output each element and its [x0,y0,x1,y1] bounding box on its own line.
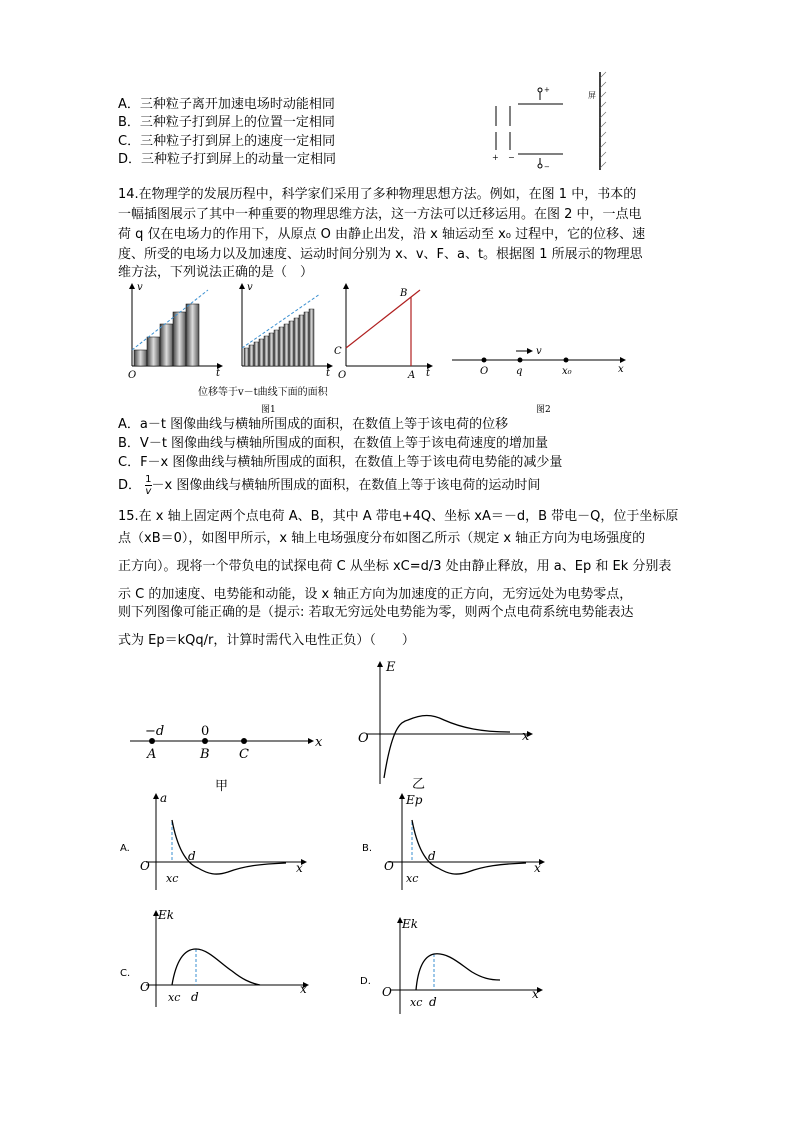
svg-text:O: O [382,985,392,999]
q15-figure-yi [352,658,542,793]
svg-text:t: t [216,368,221,379]
svg-text:xc: xc [168,991,181,1004]
q15-line-1: 15.在 x 轴上固定两个点电荷 A、B，其中 A 带电+4Q、坐标 xA＝－d，B 带电－Q，位于坐标原 [118,509,679,524]
svg-text:O: O [358,731,369,746]
svg-text:O: O [140,859,150,873]
q14-option-d[interactable]: D． $\frac{1}{v}$ －x 图像曲线与横轴所围成的面积，在数值上等于该电荷的运动时间 [118,474,541,497]
q13-option-c[interactable]: C．三种粒子打到屏上的速度一定相同 [118,134,336,149]
q14-line-5: 维方法，下列说法正确的是（ ） [118,265,314,280]
svg-text:B: B [400,288,408,299]
fig1-caption: 位移等于v－t曲线下面的面积 [198,387,328,398]
svg-text:d: d [428,849,436,863]
svg-text:x: x [534,861,541,875]
q15-graph-c[interactable] [136,905,316,1009]
svg-text:O: O [338,370,347,381]
svg-text:x: x [522,729,530,744]
graph-b-letter[interactable]: B. [362,843,373,854]
svg-text:x: x [315,735,323,750]
q15-graph-a[interactable] [136,788,316,892]
q13-option-a[interactable]: A．三种粒子离开加速电场时动能相同 [118,97,335,112]
svg-text:C: C [239,747,249,762]
q14-figure-2 [450,340,630,416]
svg-text:E: E [386,660,396,675]
svg-text:O: O [128,370,137,381]
svg-text:a: a [160,791,168,805]
svg-text:d: d [191,990,199,1004]
svg-text:t: t [326,368,331,379]
caption-yi: 乙 [412,777,426,792]
q15-graph-d[interactable] [372,912,552,1016]
svg-text:x: x [296,861,303,875]
graph-c-letter[interactable]: C. [120,968,131,979]
q13-option-b[interactable]: B．三种粒子打到屏上的位置一定相同 [118,115,335,130]
svg-text:Ek: Ek [402,917,419,931]
svg-text:−: − [544,163,550,171]
q15-line-6: 式为 Ep＝kQq/r，计算时需代入电性正负）（ ） [118,633,415,648]
svg-text:O: O [384,859,394,873]
q14-option-c[interactable]: C．F－x 图像曲线与横轴所围成的面积，在数值上等于该电荷电势能的减少量 [118,455,563,470]
svg-text:+: + [544,86,550,94]
svg-text:q: q [516,366,523,377]
q13-option-d[interactable]: D．三种粒子打到屏上的动量一定相同 [118,152,337,167]
svg-text:xc: xc [166,872,179,885]
fig1-label: 图1 [261,405,276,415]
svg-text:C: C [334,346,342,357]
screen-label: 屏 [588,91,596,100]
svg-text:xc: xc [406,872,419,885]
q15-line-3: 正方向）。现将一个带负电的试探电荷 C 从坐标 xC=d/3 处由静止释放，用 a、Ep 和 Ek 分别表 [118,559,672,574]
svg-text:O: O [140,980,150,994]
q15-line-4: 示 C 的加速度、电势能和动能，设 x 轴正方向为加速度的正方向，无穷远处为电势零点， [118,587,633,602]
q14-line-2: 一幅插图展示了其中一种重要的物理思维方法，这一方法可以迁移运用。在图 2 中，一点电 [118,207,642,222]
q14-line-4: 度、所受的电场力以及加速度、运动时间分别为 x、v、F、a、t。根据图 1 所展示的物理思 [118,247,643,262]
svg-text:xc: xc [410,996,423,1009]
svg-text:A: A [408,370,416,381]
graph-a-letter[interactable]: A. [120,843,130,854]
plus-sign: + [492,153,499,162]
svg-text:d: d [429,995,437,1009]
q14-figure-1 [120,278,440,416]
svg-text:v: v [247,282,253,293]
svg-text:v: v [536,346,542,357]
svg-text:v: v [137,282,143,293]
minus-sign: − [508,153,515,162]
svg-text:0: 0 [201,724,210,739]
fraction: $\frac{1}{v}$ [145,474,152,497]
svg-text:A: A [147,747,157,762]
graph-d-letter[interactable]: D. [360,976,371,987]
fig2-label: 图2 [536,405,551,415]
svg-text:x: x [300,982,307,996]
svg-text:−d: −d [145,724,165,739]
q14-line-1: 14.在物理学的发展历程中，科学家们采用了多种物理思想方法。例如，在图 1 中，书本的 [118,187,637,202]
svg-text:x: x [532,987,539,1001]
q13-apparatus-figure [488,70,613,174]
svg-text:O: O [480,366,489,377]
svg-text:Ep: Ep [406,793,423,807]
q15-line-2: 点（xB＝0），如图甲所示，x 轴上电场强度分布如图乙所示（规定 x 轴正方向为电场强度的 [118,531,646,546]
q15-graph-b[interactable] [374,788,554,892]
q14-line-3: 荷 q 仅在电场力的作用下，从原点 O 由静止出发，沿 x 轴运动至 x₀ 过程中，它的位移、速 [118,227,646,242]
q14-option-a[interactable]: A．a－t 图像曲线与横轴所围成的面积，在数值上等于该电荷的位移 [118,417,509,432]
svg-text:B: B [200,747,210,762]
svg-text:x₀: x₀ [562,366,572,377]
svg-text:x: x [618,364,624,375]
svg-text:t: t [426,368,431,379]
svg-text:d: d [188,849,196,863]
q15-line-5: 则下列图像可能正确的是（提示: 若取无穷远处电势能为零，则两个点电荷系统电势能表达 [118,605,634,620]
caption-jia: 甲 [215,779,229,794]
svg-text:Ek: Ek [158,908,175,922]
q14-option-b[interactable]: B．V－t 图像曲线与横轴所围成的面积，在数值上等于该电荷速度的增加量 [118,436,549,451]
